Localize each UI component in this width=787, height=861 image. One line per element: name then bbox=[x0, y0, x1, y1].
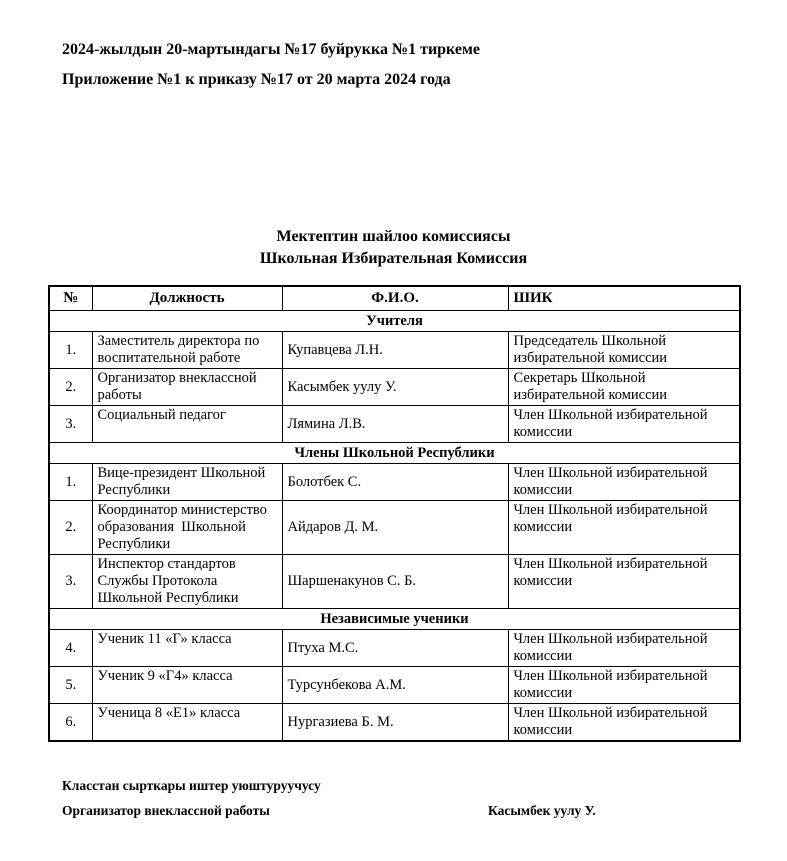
table-row bbox=[49, 406, 740, 443]
section-title: Независимые ученики bbox=[49, 609, 740, 630]
commission-table bbox=[48, 285, 741, 742]
section-title: Учителя bbox=[49, 311, 740, 332]
column-header-name: Ф.И.О. bbox=[282, 286, 508, 311]
position-cell: Ученица 8 «Е1» класса bbox=[92, 704, 282, 742]
document-header bbox=[62, 40, 480, 100]
position-cell: Социальный педагог bbox=[92, 406, 282, 443]
role-cell: Член Школьной избирательной комиссии bbox=[508, 555, 740, 609]
title-line-russian: Школьная Избирательная Комиссия bbox=[259, 250, 528, 267]
role-cell: Член Школьной избирательной комиссии bbox=[508, 501, 740, 555]
name-cell: Купавцева Л.Н. bbox=[282, 332, 508, 369]
name-cell: Птуха М.С. bbox=[282, 630, 508, 667]
section-title: Члены Школьной Республики bbox=[49, 443, 740, 464]
section-header-independent-students bbox=[49, 609, 740, 630]
row-number-cell: 2. bbox=[49, 501, 92, 555]
name-cell: Нургазиева Б. М. bbox=[282, 704, 508, 742]
row-number-cell: 3. bbox=[49, 406, 92, 443]
name-cell: Шаршенакунов С. Б. bbox=[282, 555, 508, 609]
name-cell: Касымбек уулу У. bbox=[282, 369, 508, 406]
signature-name: Касымбек уулу У. bbox=[488, 803, 596, 818]
role-cell: Член Школьной избирательной комиссии bbox=[508, 704, 740, 742]
role-cell: Член Школьной избирательной комиссии bbox=[508, 464, 740, 501]
column-header-shik: ШИК bbox=[508, 286, 740, 311]
table-row bbox=[49, 501, 740, 555]
position-cell: Организатор внеклассной работы bbox=[92, 369, 282, 406]
row-number-cell: 3. bbox=[49, 555, 92, 609]
position-cell: Вице-президент Школьной Республики bbox=[92, 464, 282, 501]
table-row bbox=[49, 464, 740, 501]
role-cell: Член Школьной избирательной комиссии bbox=[508, 406, 740, 443]
position-cell: Инспектор стандартов Службы Протокола Школьной Республики bbox=[92, 555, 282, 609]
role-cell: Член Школьной избирательной комиссии bbox=[508, 667, 740, 704]
row-number-cell: 1. bbox=[49, 464, 92, 501]
row-number-cell: 2. bbox=[49, 369, 92, 406]
document-title bbox=[0, 226, 787, 270]
role-cell: Председатель Школьной избирательной комиссии bbox=[508, 332, 740, 369]
column-header-number: № bbox=[49, 286, 92, 311]
position-cell: Координатор министерство образования Школьной Республики bbox=[92, 501, 282, 555]
position-cell: Ученик 9 «Г4» класса bbox=[92, 667, 282, 704]
table-row bbox=[49, 369, 740, 406]
table-row bbox=[49, 555, 740, 609]
signature-title-russian: Организатор внеклассной работы bbox=[62, 803, 270, 818]
row-number-cell: 6. bbox=[49, 704, 92, 742]
table-row bbox=[49, 667, 740, 704]
name-cell: Турсунбекова А.М. bbox=[282, 667, 508, 704]
name-cell: Лямина Л.В. bbox=[282, 406, 508, 443]
row-number-cell: 1. bbox=[49, 332, 92, 369]
position-cell: Заместитель директора по воспитательной работе bbox=[92, 332, 282, 369]
header-line-2: Приложение №1 к приказу №17 от 20 марта 2024 года bbox=[62, 71, 451, 88]
table-row bbox=[49, 704, 740, 742]
name-cell: Болотбек С. bbox=[282, 464, 508, 501]
table-header-row bbox=[49, 286, 740, 311]
section-header-teachers bbox=[49, 311, 740, 332]
column-header-position: Должность bbox=[92, 286, 282, 311]
role-cell: Секретарь Школьной избирательной комиссии bbox=[508, 369, 740, 406]
row-number-cell: 4. bbox=[49, 630, 92, 667]
table-row bbox=[49, 332, 740, 369]
position-cell: Ученик 11 «Г» класса bbox=[92, 630, 282, 667]
name-cell: Айдаров Д. М. bbox=[282, 501, 508, 555]
title-line-kyrgyz: Мектептин шайлоо комиссиясы bbox=[276, 228, 511, 245]
row-number-cell: 5. bbox=[49, 667, 92, 704]
section-header-republic-members bbox=[49, 443, 740, 464]
table-row bbox=[49, 630, 740, 667]
header-line-1: 2024-жылдын 20-мартындагы №17 буйрукка №1 тиркеме bbox=[62, 41, 480, 58]
signature-title-kyrgyz: Класстан сырткары иштер уюштуруучусу bbox=[62, 778, 321, 793]
role-cell: Член Школьной избирательной комиссии bbox=[508, 630, 740, 667]
